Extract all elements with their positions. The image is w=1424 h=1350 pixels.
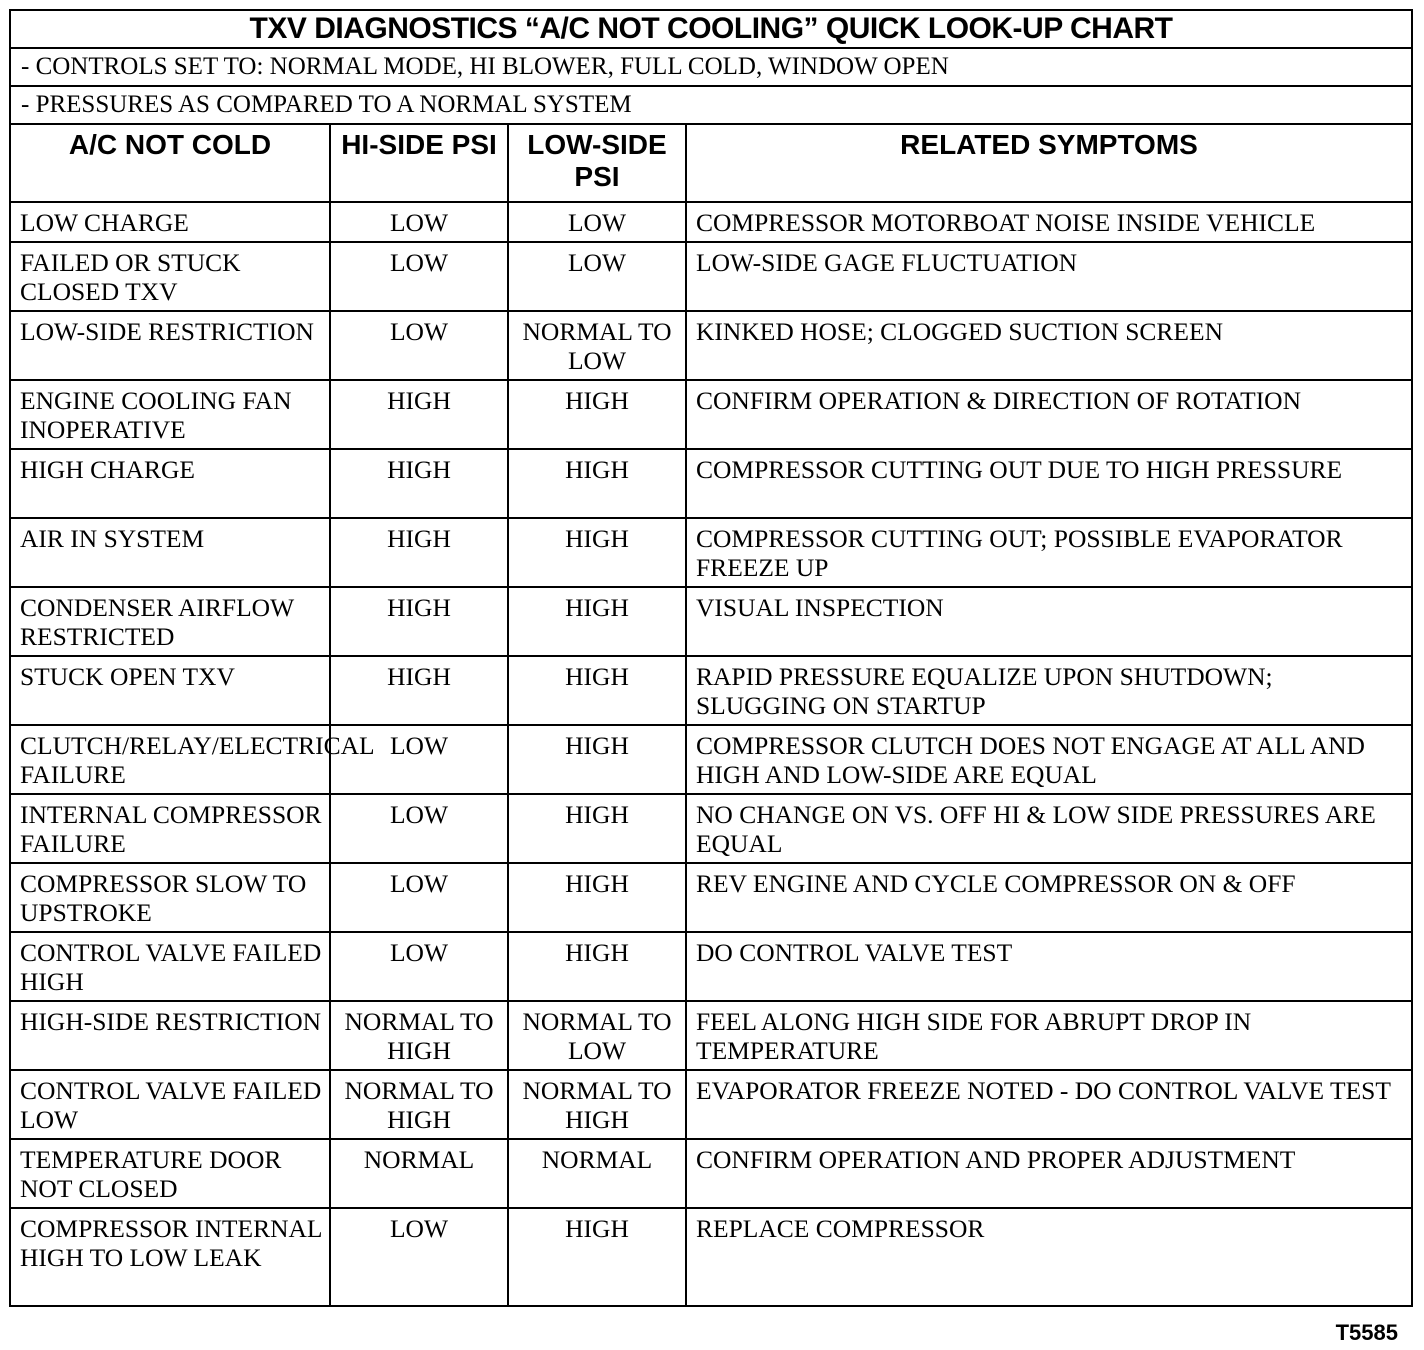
condition-cell: COMPRESSOR SLOW TO UPSTROKE [10, 863, 330, 932]
symptoms-cell: VISUAL INSPECTION [686, 587, 1412, 656]
table-row [10, 1139, 1412, 1208]
symptoms-cell: COMPRESSOR MOTORBOAT NOISE INSIDE VEHICLE [686, 202, 1412, 242]
low-side-cell: HIGH [508, 518, 686, 587]
hi-side-cell: LOW [330, 932, 508, 1001]
low-side-cell: HIGH [508, 863, 686, 932]
controls-note: - CONTROLS SET TO: NORMAL MODE, HI BLOWER, FULL COLD, WINDOW OPEN [10, 48, 1412, 86]
symptoms-cell: COMPRESSOR CUTTING OUT DUE TO HIGH PRESSURE [686, 449, 1412, 518]
hi-side-cell: LOW [330, 725, 508, 794]
low-side-cell: HIGH [508, 725, 686, 794]
low-side-cell: HIGH [508, 656, 686, 725]
hi-side-cell: HIGH [330, 380, 508, 449]
table-row [10, 311, 1412, 380]
symptoms-cell: LOW-SIDE GAGE FLUCTUATION [686, 242, 1412, 311]
header-condition: A/C NOT COLD [10, 124, 330, 202]
table-row [10, 202, 1412, 242]
table-row [10, 1001, 1412, 1070]
hi-side-cell: LOW [330, 863, 508, 932]
symptoms-cell: COMPRESSOR CUTTING OUT; POSSIBLE EVAPORATOR FREEZE UP [686, 518, 1412, 587]
condition-cell: INTERNAL COMPRESSOR FAILURE [10, 794, 330, 863]
condition-cell: COMPRESSOR INTERNAL HIGH TO LOW LEAK [10, 1208, 330, 1306]
hi-side-cell: LOW [330, 794, 508, 863]
table-row [10, 449, 1412, 518]
low-side-cell: HIGH [508, 1208, 686, 1306]
symptoms-cell: FEEL ALONG HIGH SIDE FOR ABRUPT DROP IN TEMPERATURE [686, 1001, 1412, 1070]
symptoms-cell: EVAPORATOR FREEZE NOTED - DO CONTROL VALVE TEST [686, 1070, 1412, 1139]
table-row [10, 587, 1412, 656]
table-row [10, 656, 1412, 725]
header-row [10, 124, 1412, 202]
condition-cell: TEMPERATURE DOOR NOT CLOSED [10, 1139, 330, 1208]
low-side-cell: HIGH [508, 932, 686, 1001]
symptoms-cell: REPLACE COMPRESSOR [686, 1208, 1412, 1306]
symptoms-cell: DO CONTROL VALVE TEST [686, 932, 1412, 1001]
header-hi-side: HI-SIDE PSI [330, 124, 508, 202]
symptoms-cell: NO CHANGE ON VS. OFF HI & LOW SIDE PRESSURES ARE EQUAL [686, 794, 1412, 863]
low-side-cell: NORMAL [508, 1139, 686, 1208]
symptoms-cell: CONFIRM OPERATION & DIRECTION OF ROTATION [686, 380, 1412, 449]
header-low-side: LOW-SIDE PSI [508, 124, 686, 202]
condition-cell: CLUTCH/RELAY/ELECTRICAL FAILURE [10, 725, 330, 794]
low-side-cell: HIGH [508, 794, 686, 863]
low-side-cell: LOW [508, 242, 686, 311]
hi-side-cell: NORMAL [330, 1139, 508, 1208]
symptoms-cell: REV ENGINE AND CYCLE COMPRESSOR ON & OFF [686, 863, 1412, 932]
symptoms-cell: CONFIRM OPERATION AND PROPER ADJUSTMENT [686, 1139, 1412, 1208]
symptoms-cell: RAPID PRESSURE EQUALIZE UPON SHUTDOWN; SLUGGING ON STARTUP [686, 656, 1412, 725]
condition-cell: LOW CHARGE [10, 202, 330, 242]
low-side-cell: NORMAL TO LOW [508, 311, 686, 380]
low-side-cell: HIGH [508, 587, 686, 656]
hi-side-cell: HIGH [330, 518, 508, 587]
hi-side-cell: NORMAL TO HIGH [330, 1001, 508, 1070]
condition-cell: HIGH CHARGE [10, 449, 330, 518]
condition-cell: FAILED OR STUCK CLOSED TXV [10, 242, 330, 311]
hi-side-cell: LOW [330, 1208, 508, 1306]
condition-cell: AIR IN SYSTEM [10, 518, 330, 587]
condition-cell: CONTROL VALVE FAILED HIGH [10, 932, 330, 1001]
condition-cell: STUCK OPEN TXV [10, 656, 330, 725]
figure-code: T5585 [1335, 1320, 1398, 1345]
hi-side-cell: HIGH [330, 656, 508, 725]
hi-side-cell: NORMAL TO HIGH [330, 1070, 508, 1139]
chart-title: TXV DIAGNOSTICS “A/C NOT COOLING” QUICK LOOK-UP CHART [10, 10, 1412, 48]
condition-cell: LOW-SIDE RESTRICTION [10, 311, 330, 380]
symptoms-cell: COMPRESSOR CLUTCH DOES NOT ENGAGE AT ALL AND HIGH AND LOW-SIDE ARE EQUAL [686, 725, 1412, 794]
lookup-table [9, 9, 1413, 1307]
hi-side-cell: LOW [330, 202, 508, 242]
header-symptoms: RELATED SYMPTOMS [686, 124, 1412, 202]
table-row [10, 1208, 1412, 1306]
hi-side-cell: HIGH [330, 449, 508, 518]
table-row [10, 242, 1412, 311]
table-row [10, 932, 1412, 1001]
low-side-cell: NORMAL TO LOW [508, 1001, 686, 1070]
symptoms-cell: KINKED HOSE; CLOGGED SUCTION SCREEN [686, 311, 1412, 380]
condition-cell: HIGH-SIDE RESTRICTION [10, 1001, 330, 1070]
note-row [10, 48, 1412, 86]
title-row [10, 10, 1412, 48]
low-side-cell: HIGH [508, 449, 686, 518]
condition-cell: CONDENSER AIRFLOW RESTRICTED [10, 587, 330, 656]
table-row [10, 1070, 1412, 1139]
low-side-cell: LOW [508, 202, 686, 242]
hi-side-cell: LOW [330, 311, 508, 380]
diagnostic-chart [9, 9, 1411, 1307]
hi-side-cell: HIGH [330, 587, 508, 656]
table-row [10, 794, 1412, 863]
condition-cell: CONTROL VALVE FAILED LOW [10, 1070, 330, 1139]
hi-side-cell: LOW [330, 242, 508, 311]
pressures-note: - PRESSURES AS COMPARED TO A NORMAL SYSTEM [10, 86, 1412, 124]
note-row [10, 86, 1412, 124]
low-side-cell: HIGH [508, 380, 686, 449]
condition-cell: ENGINE COOLING FAN INOPERATIVE [10, 380, 330, 449]
table-row [10, 725, 1412, 794]
low-side-cell: NORMAL TO HIGH [508, 1070, 686, 1139]
table-row [10, 380, 1412, 449]
table-row [10, 863, 1412, 932]
table-row [10, 518, 1412, 587]
